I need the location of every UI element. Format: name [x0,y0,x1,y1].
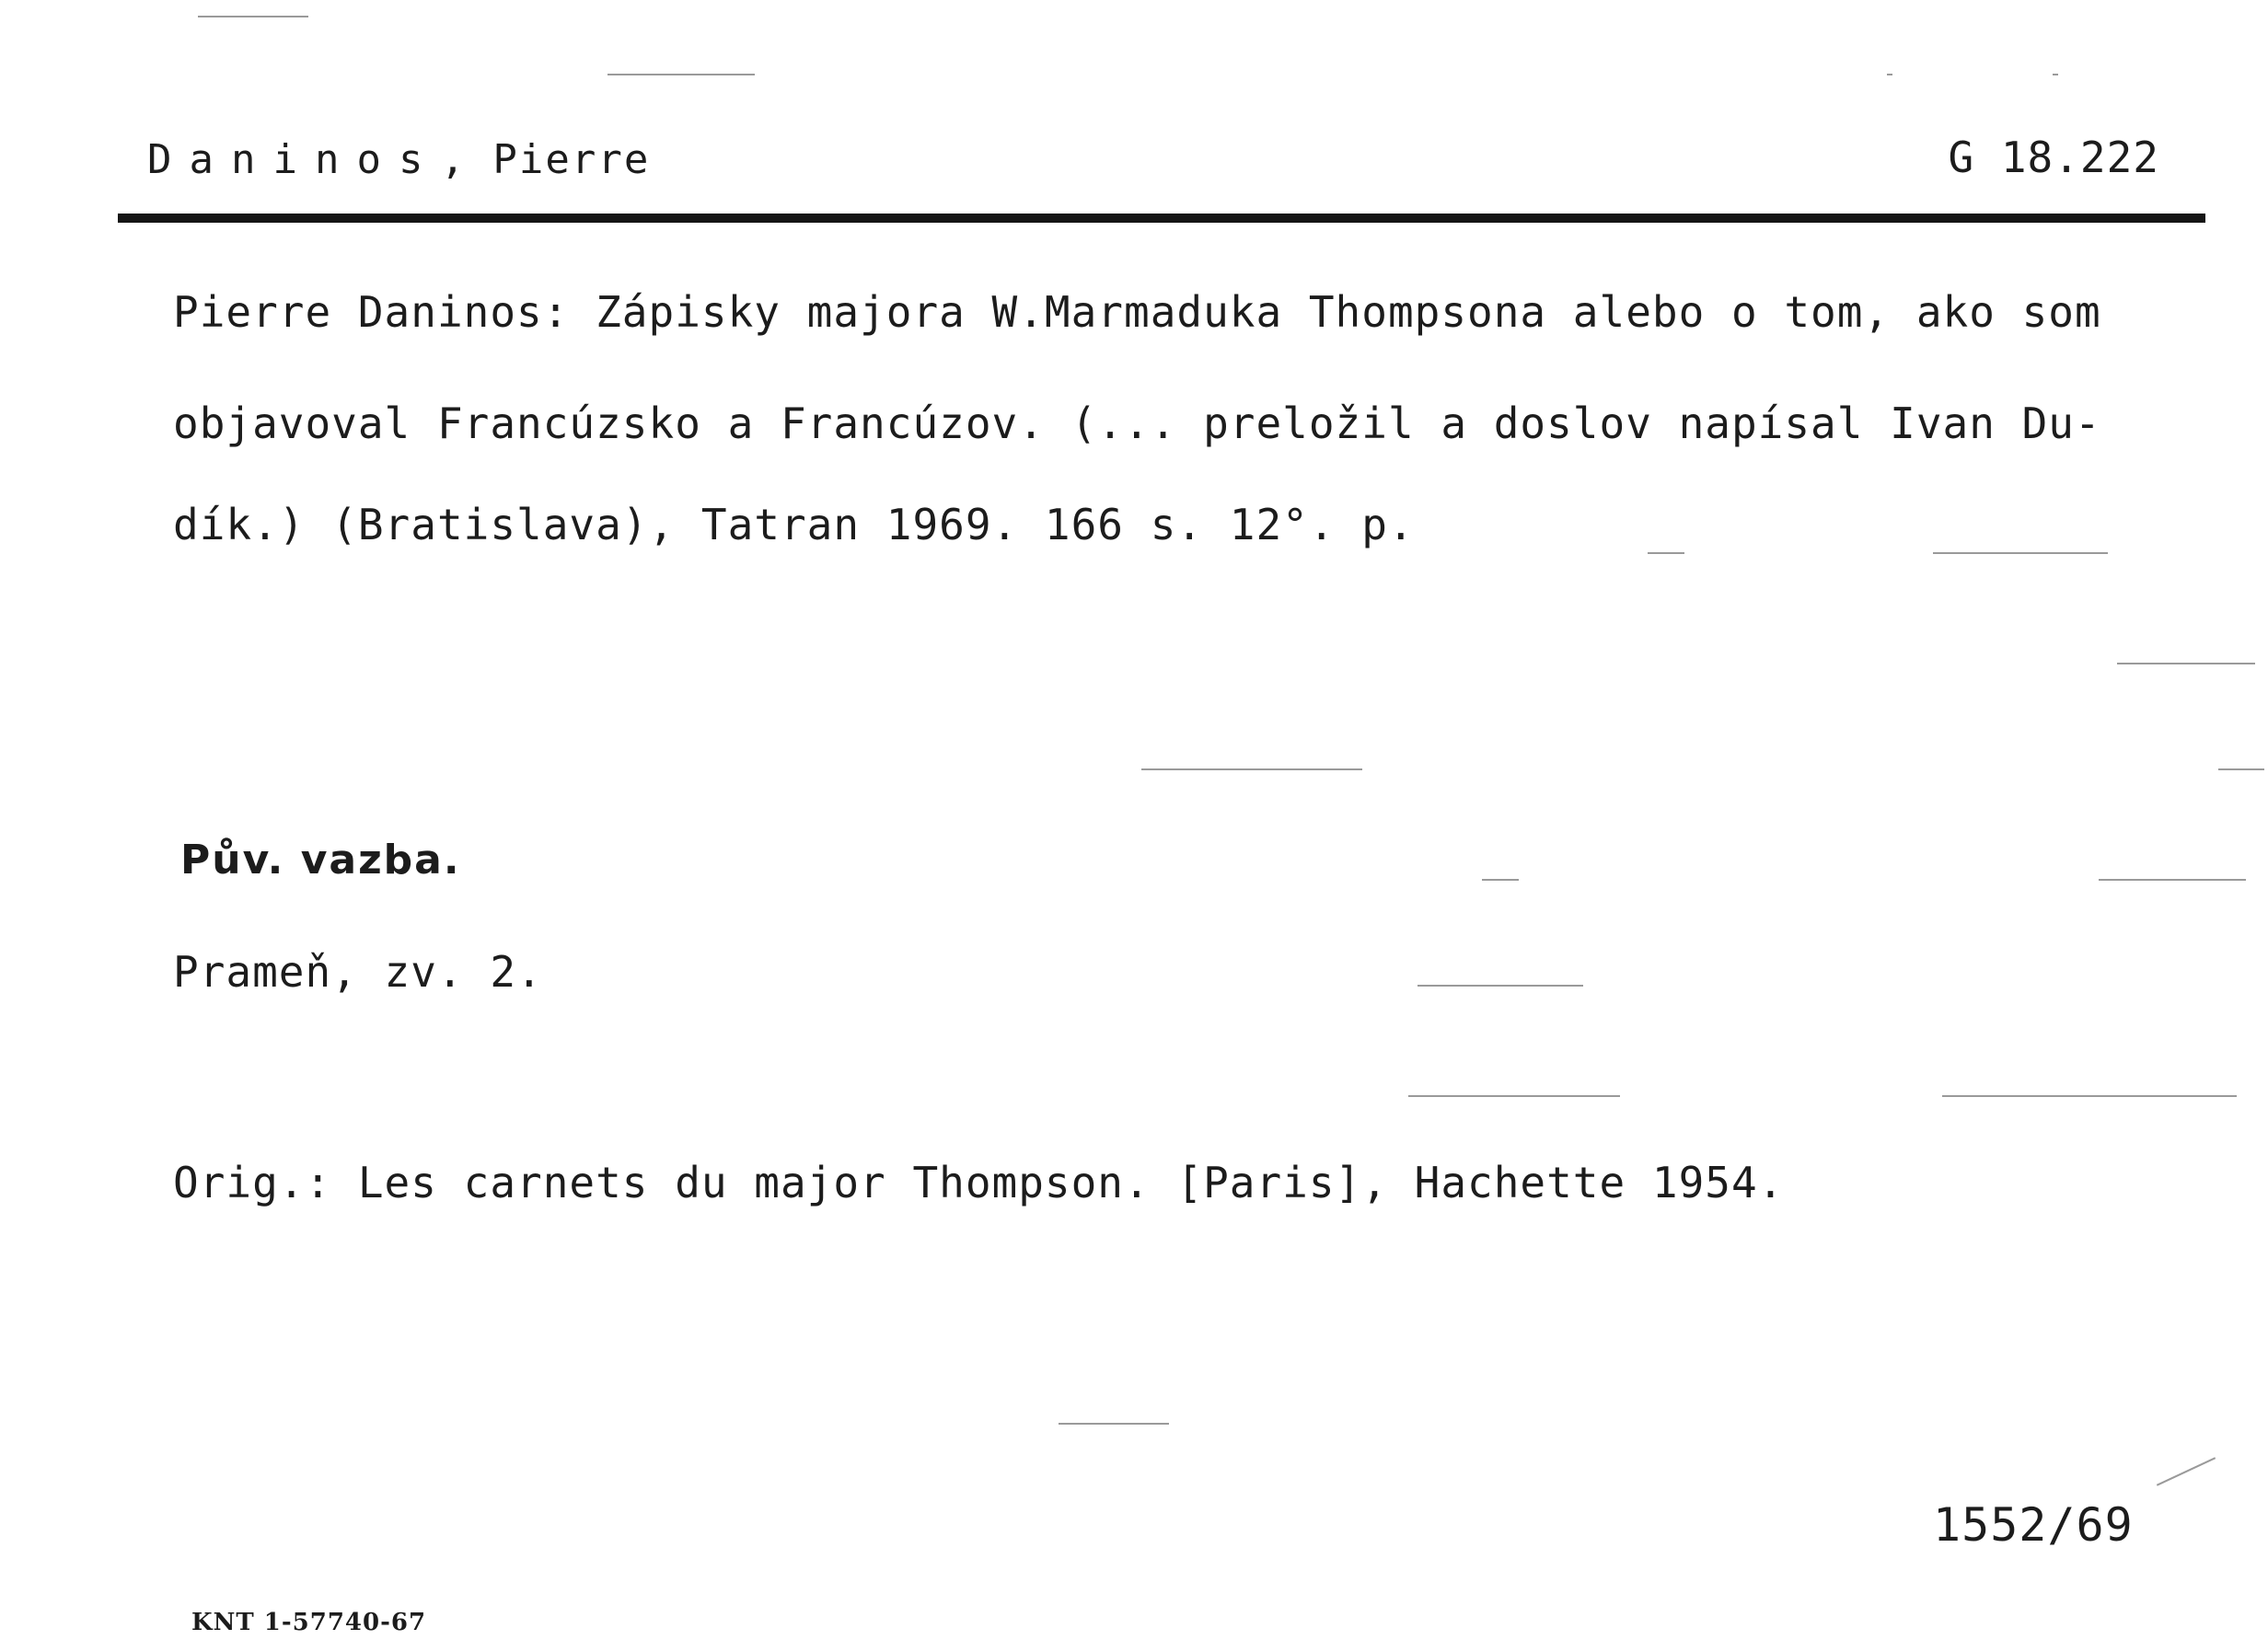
card-heading [147,136,651,183]
description-line-3: dík.) (Bratislava), Tatran 1969. 166 s. 12°. p. [173,500,1415,549]
accession-number: 1552/69 [1933,1498,2134,1552]
original-title-note: Orig.: Les carnets du major Thompson. [Paris], Hachette 1954. [173,1158,1785,1207]
printer-code: KNT 1-57740-67 [191,1609,427,1636]
heading-divider [118,214,2205,223]
description-line-1: Pierre Daninos: Zápisky majora W.Marmaduka Thompsona alebo o tom, ako som [173,287,2101,337]
author-surname: Daninos [147,136,441,183]
call-number: G 18.222 [1948,133,2159,182]
binding-note: Pův. vazba. [180,837,461,884]
author-given-name: , Pierre [440,136,651,183]
series-note: Prameň, zv. 2. [173,947,543,997]
description-line-2: objavoval Francúzsko a Francúzov. (... preložil a doslov napísal Ivan Du- [173,398,2101,448]
